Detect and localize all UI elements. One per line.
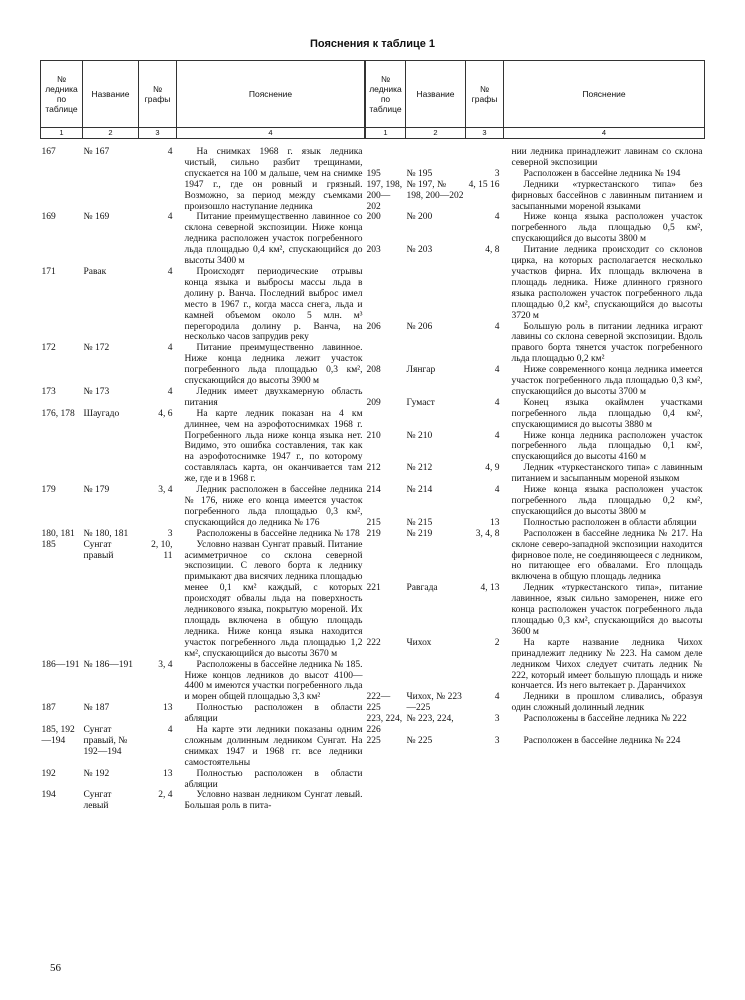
glacier-number: 176, 178: [41, 408, 75, 419]
glacier-number: 210: [366, 430, 381, 441]
glacier-number: 180, 181: [41, 528, 75, 539]
glacier-number: 171: [41, 266, 56, 277]
glacier-number: 185, 192—194: [41, 725, 75, 746]
table-row: [41, 409, 365, 485]
column-refs: 4: [494, 321, 500, 332]
glacier-name: № 195: [406, 168, 433, 179]
glacier-name: Чихох, № 223—225: [406, 692, 462, 714]
explanation: Происходят периодические отрывы конца языка и выбросы массы льда в долину р. Ванча. Последний выброс имел место в 1967 г., когда масса снега, льда и камней объемом около 5 млн. м³ перегородила долину р. Ванча, на несколько часов запрудив реку: [184, 266, 363, 343]
column-refs: 2, 10, 11: [151, 539, 173, 561]
explanation: нии ледника принадлежит лавинам со склона северной экспозиции: [511, 147, 703, 168]
page-title: Пояснения к таблице 1: [309, 38, 436, 50]
explanation: Условно назван Сунгат правый. Питание асимметричное со склона северной экспозиции. С левого борта к леднику примыкают два висячих ледника площадью менее 0,1 км² каждый, с которых происходят обвалы льда на поверхность ледникового языка, покрытую мореной. Их площадь включена в общую площадь ледника. Ниже конца языка находится участок погребенного льда площадью 1,2 км², спускающийся до высоты 3670 м: [184, 539, 363, 659]
column-refs: 3, 4: [158, 659, 173, 670]
glacier-name: Чихох: [406, 637, 432, 648]
header-idx: 1: [366, 128, 406, 139]
glacier-number: 222— 225: [366, 692, 391, 714]
explanation: Ледники «туркестанского типа» без фирновых бассейнов с лавинным питанием и засыпанными мореной языками: [511, 179, 703, 212]
glacier-name: № 167: [83, 147, 110, 157]
glacier-number: 200: [366, 212, 381, 223]
header-gr: № графы: [139, 61, 177, 128]
column-refs: 4, 8: [485, 245, 500, 256]
column-refs: 13: [163, 768, 173, 779]
glacier-name: Сунгат правый: [83, 539, 114, 561]
header-idx: 2: [83, 128, 139, 139]
explanation: Ниже современного конца ледника имеется участок погребенного льда площадью 0,3 км², спускающийся до высоты 3700 м: [511, 365, 703, 397]
table-row: [366, 529, 705, 584]
glacier-number: [366, 139, 406, 169]
column-refs: 2, 4: [158, 790, 173, 801]
glacier-number: 219: [366, 528, 381, 539]
glacier-name: № 210: [406, 430, 433, 441]
column-refs: 4: [494, 692, 500, 703]
explanation: Большую роль в питании ледника играют лавины со склона северной экспозиции. Вдоль правого борта тянется участок погребенного льда площадью 0,2 км²: [511, 321, 703, 365]
column-refs: 4: [167, 343, 173, 354]
table-row: [366, 365, 705, 398]
table-body-right: [366, 139, 705, 747]
glacier-number: 179: [41, 485, 56, 496]
table-row: [41, 343, 365, 387]
explanation: Расположен в бассейне ледника № 217. На склоне северо-западной экспозиции находится фирновое поле, не соединяющееся с ледником, но питающее его обвалами. Его площадь включена в общую площадь ледника: [511, 528, 703, 583]
explanation: Ниже конца языка расположен участок погребенного льда площадью 0,5 км², спускающийся до высоты 3800 м: [511, 212, 703, 245]
column-refs: 4: [494, 212, 500, 223]
table-row: [366, 212, 705, 245]
table-row: [366, 431, 705, 464]
glacier-number: 225: [366, 735, 381, 746]
explanation: Полностью расположен в области абляции: [523, 517, 697, 528]
column-refs: 4: [167, 147, 173, 157]
table-row: [41, 139, 365, 213]
explanation: Ледник «туркестанского типа», питание лавинное, язык сильно заморенен, ниже его конца расположен участок погребенного льда площадью 0,3 км², спускающийся до высоты 3600 м: [511, 583, 703, 637]
table-body-left: [41, 139, 365, 813]
glacier-number: 208: [366, 365, 381, 376]
glacier-name: № 179: [83, 485, 110, 496]
column-refs: 4, 9: [485, 463, 500, 474]
glacier-number: 215: [366, 517, 381, 528]
table-row: [366, 322, 705, 366]
column-refs: 13: [490, 517, 500, 528]
glacier-number: 192: [41, 768, 56, 779]
table-right: [365, 60, 705, 747]
table-row: [41, 485, 365, 529]
column-refs: 3, 4: [158, 485, 173, 496]
column-refs: 4: [494, 397, 500, 408]
explanation: Ниже конца ледника расположен участок погребенного льда площадью 0,1 км², спускающийся до высоты 4160 м: [511, 430, 703, 463]
explanation: Полностью расположен в области абляции: [184, 703, 363, 725]
explanation: Ледник «туркестанского типа» с лавинным питанием и засыпанным мореной языком: [511, 463, 703, 485]
table-row: [366, 714, 705, 736]
column-refs: 3: [494, 735, 500, 746]
header-no: № ледника по таблице: [366, 61, 406, 128]
explanation: На снимках 1968 г. язык ледника чистый, сильно разбит трещинами, спускается на 100 м дальше, чем на снимке 1947 г., где он ровный и грязный. Возможно, за период между съемками произошло наступание ледника: [184, 147, 363, 212]
glacier-name: № 172: [83, 343, 110, 354]
table-row: [41, 267, 365, 343]
glacier-name: Равак: [83, 266, 107, 277]
glacier-number: 167: [41, 147, 56, 157]
glacier-number: 186—191: [41, 659, 80, 670]
header-idx: 2: [406, 128, 466, 139]
header-idx: 1: [41, 128, 83, 139]
glacier-name: № 212: [406, 463, 433, 474]
glacier-name: № 203: [406, 245, 433, 256]
glacier-name: Шаугадо: [83, 408, 120, 419]
glacier-number: 197, 198, 200—202: [366, 179, 403, 212]
table-row: [41, 540, 365, 660]
glacier-number: 185: [41, 539, 56, 550]
explanation: Расположены в бассейне ледника № 178: [196, 528, 360, 539]
glacier-name: № 214: [406, 485, 433, 496]
column-refs: 4, 6: [158, 408, 173, 419]
table-row: [41, 212, 365, 267]
column-refs: 3: [494, 168, 500, 179]
column-refs: 13: [163, 703, 173, 714]
glacier-number: 221: [366, 583, 381, 594]
glacier-number: 222: [366, 637, 381, 648]
table-row: [41, 725, 365, 769]
table-row: [366, 180, 705, 213]
glacier-name: № 187: [83, 703, 110, 714]
table-row: [366, 463, 705, 485]
table-row: [366, 583, 705, 638]
glacier-name: № 200: [406, 212, 433, 223]
explanation: Ледники в прошлом сливались, образуя один сложный долинный ледник: [511, 692, 703, 714]
glacier-number: 194: [41, 790, 56, 801]
table-row: [41, 769, 365, 791]
header-idx: 4: [504, 128, 705, 139]
glacier-name: № 219: [406, 528, 433, 539]
glacier-name: Сунгат правый, № 192—194: [83, 725, 128, 757]
table-row: [41, 703, 365, 725]
header-idx: 3: [139, 128, 177, 139]
explanation: Ледник имеет двухкамерную область питания: [184, 386, 363, 408]
glacier-name: Сунгат левый: [83, 790, 112, 812]
explanation: Ледник расположен в бассейне ледника № 176, ниже его конца имеется участок погребенного льда площадью 0,3 км², спускающийся до ледника № 176: [184, 485, 363, 528]
header-expl: Пояснение: [504, 61, 705, 128]
explanation: На карте эти ледники показаны одним сложным долинным ледником Сунгат. На снимках 1947 и 1968 гг. все ледники самостоятельны: [184, 725, 363, 768]
glacier-number: 169: [41, 212, 56, 223]
table-row: [366, 692, 705, 714]
glacier-number: 195: [366, 168, 381, 179]
column-refs: 4, 13: [480, 583, 500, 594]
glacier-number: 187: [41, 703, 56, 714]
table-row: [41, 387, 365, 409]
column-refs: 4: [167, 725, 173, 736]
glacier-name: Равгада: [406, 583, 438, 594]
explanation: На карте ледник показан на 4 км длиннее, чем на аэрофотоснимках 1968 г. Погребенного льда ниже конца языка нет. Видимо, это ошибка составления, так как на аэрофотоснимке 1947 г., по которому составлялась карта, он оканчивается там же, где и в 1968 г.: [184, 408, 363, 485]
glacier-name: Лянгар: [406, 365, 436, 376]
header-idx: 3: [466, 128, 504, 139]
column-refs: 4: [494, 365, 500, 376]
glacier-name: № 225: [406, 735, 433, 746]
column-refs: [466, 139, 504, 169]
explanation: Условно назван ледником Сунгат левый. Большая роль в пита-: [184, 790, 363, 812]
glacier-name: № 169: [83, 212, 110, 223]
explanation: Питание преимущественно лавинное со склона северной экспозиции. Ниже конца ледника расположен участок погребенного льда площадью 0,4 км², спускающийся до высоты 3400 м: [184, 212, 363, 267]
table-row: [41, 529, 365, 540]
table-row: [366, 736, 705, 747]
column-refs: 2: [494, 637, 500, 648]
explanation: Расположены в бассейне ледника № 185. Ниже концов ледников до высот 4100—4400 м имеются участки погребенного льда и морен общей площадью 3,3 км²: [184, 659, 363, 703]
table-row: [366, 518, 705, 529]
glacier-name: № 192: [83, 768, 110, 779]
explanation: Полностью расположен в области абляции: [184, 768, 363, 790]
glacier-number: 223, 224, 226: [366, 714, 403, 736]
explanation: Питание преимущественно лавинное. Ниже конца ледника лежит участок погребенного льда площадью 0,3 км², спускающийся до высоты 3900 м: [184, 343, 363, 387]
table-left: [40, 60, 365, 812]
table-row: [366, 139, 705, 169]
table-row: [366, 638, 705, 693]
glacier-number: 212: [366, 463, 381, 474]
explanation: Расположен в бассейне ледника № 224: [523, 735, 681, 746]
table-row: [366, 485, 705, 518]
table-row: [41, 660, 365, 704]
glacier-number: 173: [41, 386, 56, 397]
explanation: Ниже конца языка расположен участок погребенного льда площадью 0,2 км², спускающийся до высоты 3800 м: [511, 485, 703, 517]
header-expl: Пояснение: [177, 61, 365, 128]
table-row: [366, 398, 705, 431]
explanation: Расположены в бассейне ледника № 222: [523, 714, 687, 725]
explanation: На карте название ледника Чихох принадлежит леднику № 223. На самом деле ледником Чихох следует считать ледник № 222, который имеет большую площадь и ниже кончается. Из него вытекает р. Даранчихох: [511, 637, 703, 692]
glacier-number: 203: [366, 245, 381, 256]
column-refs: 4: [167, 266, 173, 277]
table-row: [41, 790, 365, 812]
column-refs: 4: [167, 386, 173, 397]
header-name: Название: [406, 61, 466, 128]
glacier-name: Гумаст: [406, 397, 435, 408]
glacier-name: [406, 139, 466, 169]
column-refs: 4: [167, 212, 173, 223]
glacier-number: 172: [41, 343, 56, 354]
explanation: Расположен в бассейне ледника № 194: [523, 168, 681, 179]
column-refs: 4, 15 16: [468, 179, 500, 190]
table-row: [366, 245, 705, 321]
header-idx: 4: [177, 128, 365, 139]
column-refs: 3: [167, 528, 173, 539]
glacier-number: 214: [366, 485, 381, 496]
page-number: 56: [50, 962, 61, 974]
glacier-name: № 223, 224,: [406, 714, 454, 725]
header-name: Название: [83, 61, 139, 128]
column-refs: 4: [494, 485, 500, 496]
glacier-name: № 186—191: [83, 659, 133, 670]
explanation: Конец языка окаймлен участками погребенного льда площадью 0,4 км², спускающимися до высоты 3880 м: [511, 397, 703, 430]
glacier-name: № 215: [406, 517, 433, 528]
header-gr: № графы: [466, 61, 504, 128]
glacier-number: 209: [366, 397, 381, 408]
table-row: [366, 169, 705, 180]
column-refs: 4: [494, 430, 500, 441]
header-no: № ледника по таблице: [41, 61, 83, 128]
column-refs: 3: [494, 714, 500, 725]
column-refs: 3, 4, 8: [475, 528, 500, 539]
glacier-name: № 206: [406, 321, 433, 332]
glacier-number: 206: [366, 321, 381, 332]
glacier-name: № 180, 181: [83, 528, 129, 539]
glacier-name: № 173: [83, 386, 110, 397]
explanation: Питание ледника происходит со склонов цирка, на которых располагается несколько участков фирна. Их площадь включена в площадь ледника. Ниже длинного грязного языка расположен участок погребенного льда площадью 0,2 км², спускающийся до высоты 3720 м: [511, 245, 703, 321]
glacier-name: № 197, № 198, 200—202: [406, 179, 464, 201]
